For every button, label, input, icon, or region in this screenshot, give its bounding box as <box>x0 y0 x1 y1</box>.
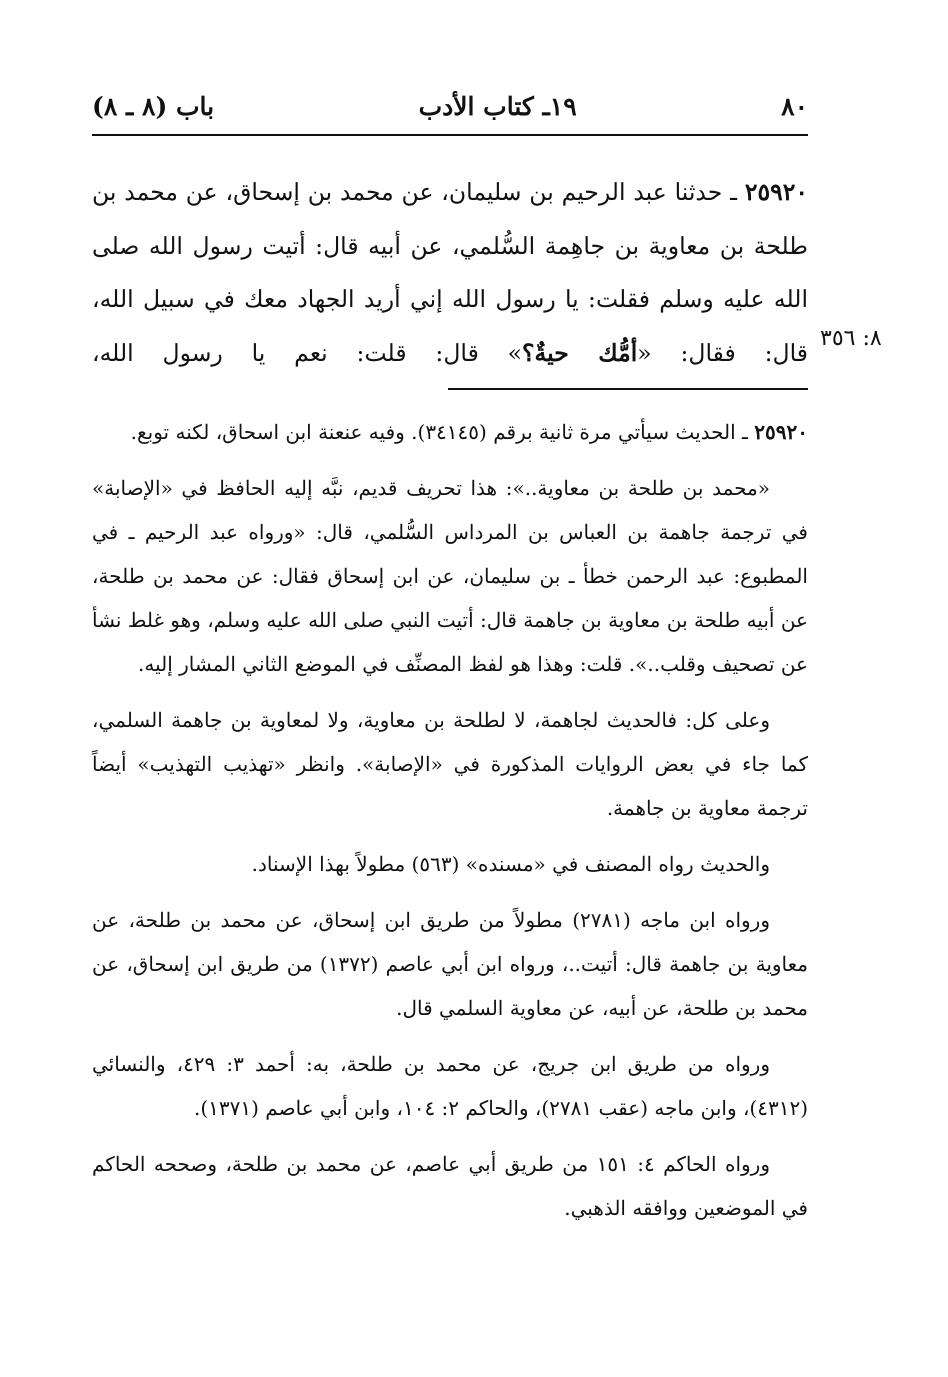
hadith-paragraph <box>92 166 808 380</box>
footnote-3: وعلى كل: فالحديث لجاهمة، لا لطلحة بن معاوية، ولا لمعاوية بن جاهمة السلمي، كما جاء في بعض الروايات المذكورة في «الإصابة». وانظر «تهذيب التهذيب» أيضاً ترجمة معاوية بن جاهمة. <box>92 708 808 820</box>
footnote-divider <box>448 388 808 390</box>
footnote-7: ورواه الحاكم ٤: ١٥١ من طريق أبي عاصم، عن محمد بن طلحة، وصححه الحاكم في الموضعين ووافقه الذهبي. <box>92 1152 808 1220</box>
page-number: ٨٠ <box>781 91 808 121</box>
footnotes <box>92 410 808 1242</box>
hadith-text <box>92 166 808 380</box>
hadith-number: ٢٥٩٢٠ <box>744 178 808 206</box>
book-title: ١٩ـ كتاب الأدب <box>418 91 577 121</box>
hadith-bold-phrase: أمُّك حيةٌ؟ <box>522 338 638 367</box>
hadith-text-part1: ـ حدثنا عبد الرحيم بن سليمان، عن محمد بن إسحاق، عن محمد بن طلحة بن معاوية بن جاهِمة السُّلمي، عن أبيه قال: أتيت رسول الله صلى الله عليه وسلم فقلت: يا رسول الله إني أريد الجهاد معك في سبيل الله، قال: فقال: « <box>92 178 808 367</box>
footnote-2: «محمد بن طلحة بن معاوية..»: هذا تحريف قديم، نبَّه إليه الحافظ في «الإصابة» في ترجمة جاهمة بن العباس بن المرداس السُّلمي، قال: «ورواه عبد الرحيم ـ في المطبوع: عبد الرحمن خطأ ـ بن سليمان، عن ابن إسحاق فقال: عن محمد بن طلحة، عن أبيه طلحة بن معاوية بن جاهمة قال: أتيت النبي صلى الله عليه وسلم، وهو غلط نشأ عن تصحيف وقلب..». قلت: وهذا هو لفظ المصنِّف في الموضع الثاني المشار إليه. <box>92 476 808 676</box>
header-divider <box>92 134 808 136</box>
footnote-4: والحديث رواه المصنف في «مسنده» (٥٦٣) مطولاً بهذا الإسناد. <box>251 852 770 876</box>
footnote-5: ورواه ابن ماجه (٢٧٨١) مطولاً من طريق ابن إسحاق، عن محمد بن طلحة، عن معاوية بن جاهمة قال: أتيت..، ورواه ابن أبي عاصم (١٣٧٢) من طريق ابن إسحاق، عن محمد بن طلحة، عن أبيه، عن معاوية السلمي قال. <box>92 908 808 1020</box>
chapter-label: باب (٨ ـ ٨) <box>92 91 215 121</box>
footnote-number: ٢٥٩٢٠ <box>754 420 808 444</box>
hadith-text-part2: » قال: قلت: نعم يا رسول الله، <box>92 338 523 367</box>
footnote-1-text: ـ الحديث سيأتي مرة ثانية برقم (٣٤١٤٥). وفيه عنعنة ابن اسحاق، لكنه توبع. <box>130 420 748 444</box>
footnote-1 <box>92 410 808 454</box>
margin-reference: ٨: ٣٥٦ <box>820 326 882 351</box>
footnote-6: ورواه من طريق ابن جريج، عن محمد بن طلحة، به: أحمد ٣: ٤٢٩، والنسائي (٤٣١٢)، وابن ماجه (عقب ٢٧٨١)، والحاكم ٢: ١٠٤، وابن أبي عاصم (١٣٧١). <box>92 1052 808 1120</box>
page-header <box>92 86 808 126</box>
